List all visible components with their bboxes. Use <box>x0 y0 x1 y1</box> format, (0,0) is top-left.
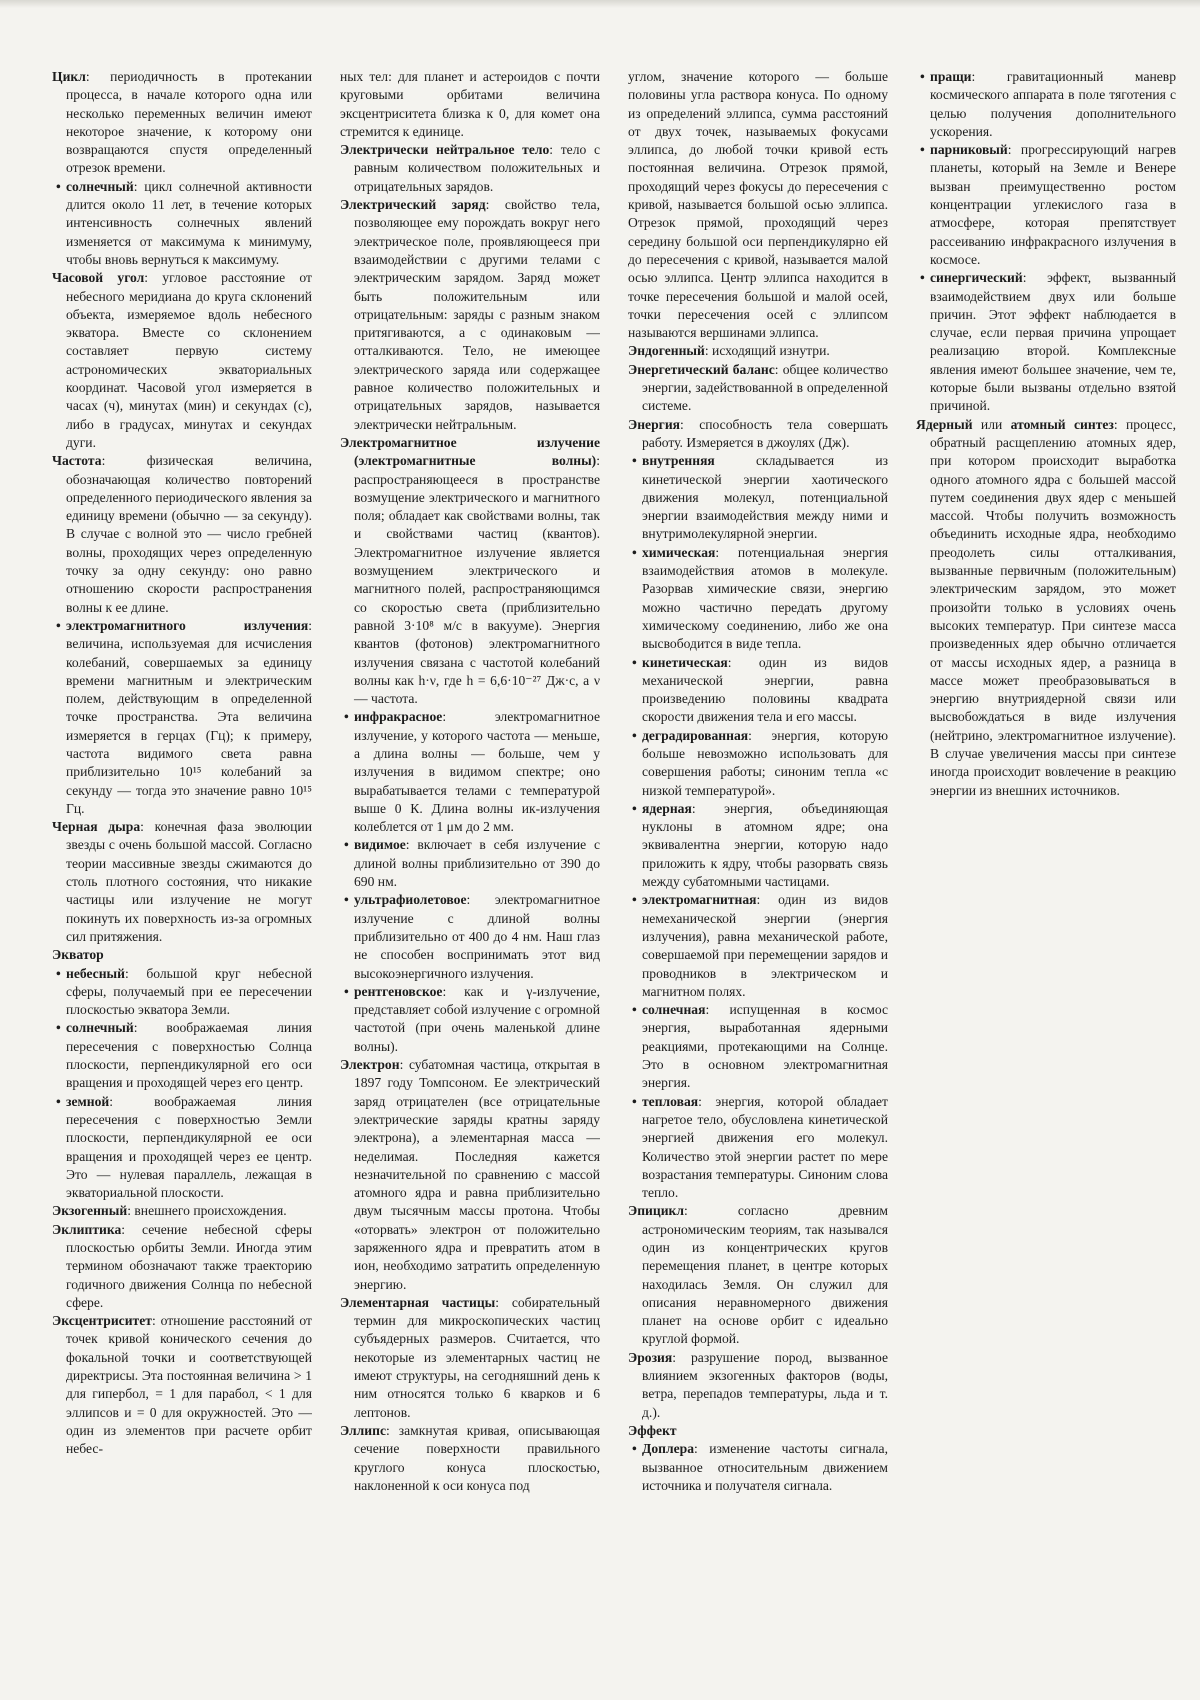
term: ультрафиолетовое <box>354 892 467 908</box>
term: Черная дыра <box>52 819 141 835</box>
bullet-icon: • <box>632 727 637 743</box>
glossary-subentry <box>916 68 1176 141</box>
definition: складывается из кинетической энергии хаотического движения молекул, потенциальной энергии взаимодействия между ними и внутримолекулярной энергии. <box>642 453 888 542</box>
term: Эрозия <box>628 1349 673 1365</box>
glossary-subentry <box>52 1093 312 1203</box>
glossary-entry <box>628 68 888 342</box>
column-3 <box>628 68 888 1668</box>
column-1 <box>52 68 312 1668</box>
glossary-subentry <box>916 269 1176 415</box>
glossary-subentry <box>52 965 312 1020</box>
term: Электрон <box>340 1057 400 1073</box>
term: Эндогенный <box>628 343 705 359</box>
term: химическая <box>642 544 716 560</box>
term: земной <box>66 1093 110 1109</box>
column-4 <box>916 68 1176 1668</box>
glossary-subentry <box>340 708 600 836</box>
definition: : сечение небесной сферы плоскостью орбиты Земли. Иногда этим термином обозначают также траекторию годичного движения Солнца по небесной сфере. <box>66 1221 312 1310</box>
definition: : свойство тела, позволяющее ему порождать вокруг него электрическое поле, проявляющееся при взаимодействии с другими телами с электрическим зарядом. Заряд может быть положительным или отрицательным: заряды с разным знаком притягиваются, а с одинаковым — отталкиваются. Тело, не имеющее электрического заряда или содержащее равное количество положительных и отрицательных зарядов, называется электрически нейтральным. <box>354 197 600 432</box>
definition: : общее количество энергии, задействованной в определенной системе. <box>642 361 888 414</box>
bullet-icon: • <box>344 892 349 908</box>
glossary-subentry <box>340 891 600 982</box>
definition: : способность тела совершать работу. Измеряется в джоулях (Дж). <box>642 416 888 450</box>
definition: : электромагнитное излучение с длиной волны приблизительно от 400 до 4 нм. Наш глаз не способен воспринимать этот вид высокоэнергичного излучения. <box>354 892 600 981</box>
glossary-entry <box>628 1202 888 1348</box>
term: Элементарная частицы <box>340 1294 496 1310</box>
term: солнечная <box>642 1002 706 1018</box>
term: солнечный <box>66 178 134 194</box>
glossary-subentry <box>628 544 888 654</box>
definition: : цикл солнечной активности длится около 11 лет, в течение которых интенсивность солнечных явлений изменяется от максимума к минимуму, чтобы вновь вернуться к максимуму. <box>66 178 312 267</box>
scan-edge <box>0 0 1200 8</box>
glossary-entry <box>52 269 312 452</box>
term: Часовой угол <box>52 270 145 286</box>
term: Эклиптика <box>52 1221 122 1237</box>
term: рентгеновское <box>354 983 443 999</box>
term: парниковый <box>930 142 1008 158</box>
definition: : эффект, вызванный взаимодействием двух или больше причин. Этот эффект наблюдается в случае, если первая причина упрощает реализацию второй. Комплексные явления имеют большее значение, чем те, которые были вызваны отдельно взятой причиной. <box>930 270 1176 414</box>
definition: : замкнутая кривая, описывающая сечение поверхности правильного круглого конуса плоскостью, наклоненной к оси конуса под <box>354 1422 600 1493</box>
glossary-heading: Эффект <box>628 1422 677 1438</box>
definition: : прогрессирующий нагрев планеты, который на Земле и Венере вызван преимущественно ростом концентрации углекислого газа в атмосфере, которая препятствует рассеиванию инфракрасного излучения в космосе. <box>930 142 1176 267</box>
glossary-subentry <box>52 178 312 269</box>
definition: ных тел: для планет и астероидов с почти круговыми орбитами величина эксцентриситета близка к 0, для комет она стремится к единице. <box>340 69 600 139</box>
term: ядерная <box>642 800 692 816</box>
glossary-subentry <box>916 141 1176 269</box>
bullet-icon: • <box>56 178 61 194</box>
glossary-subentry <box>628 727 888 800</box>
term: солнечный <box>66 1020 134 1036</box>
term: деградированная <box>642 727 749 743</box>
glossary-entry <box>628 342 888 360</box>
definition: : величина, используемая для исчисления колебаний, совершаемых за единицу времени магнитным и электрическим полем, действующим в определенной точке пространства. Эта величина измеряется в герцах (Гц); к примеру, частота видимого света равна приблизительно 10¹⁵ колебаний за секунду — тогда это значение равно 10¹⁵ Гц. <box>66 617 312 816</box>
term: Электромагнитное излучение (электромагнитные волны) <box>340 434 600 469</box>
term: электромагнитного излучения <box>66 617 309 633</box>
bullet-icon: • <box>344 709 349 725</box>
bullet-icon: • <box>920 69 925 84</box>
definition: : конечная фаза эволюции звезды с очень большой массой. Согласно теории массивные звезды сжимаются до столь плотного состояния, что никакие частицы или излучение не могут покинуть их поверхность из-за огромных сил притяжения. <box>66 819 312 944</box>
definition: : испущенная в космос энергия, выработанная ядерными реакциями, протекающими на Солнце. Это в основном электромагнитная энергия. <box>642 1002 888 1091</box>
glossary-entry <box>52 1202 312 1220</box>
definition: : один из видов немеханической энергии (энергия излучения), равна механической работе, совершаемой при перемещении зарядов и проводников в электрическом и магнитном полях. <box>642 892 888 999</box>
glossary-entry <box>340 1422 600 1495</box>
glossary-subentry <box>340 836 600 891</box>
definition: : как и γ-излучение, представляет собой излучение с огромной частотой (при очень маленькой длине волны). <box>354 983 600 1054</box>
definition: : воображаемая линия пересечения с поверхностью Земли плоскости, перпендикулярной ее оси вращения и проходящей через ее центр. Это — нулевая параллель, лежащая в экваториальной плоскости. <box>66 1093 312 1201</box>
glossary-entry <box>340 434 600 708</box>
term: Эксцентриситет <box>52 1313 152 1329</box>
glossary-entry <box>52 68 312 178</box>
bullet-icon: • <box>632 1002 637 1018</box>
definition: : гравитационный маневр космического аппарата в поле тяготения с целью получения дополнительного ускорения. <box>930 69 1176 139</box>
definition: : энергия, которую больше невозможно использовать для совершения работы; синоним тепла «с низкой температурой». <box>642 727 888 798</box>
glossary-subentry <box>52 1019 312 1092</box>
term: Цикл <box>52 69 86 84</box>
definition: : согласно древним астрономическим теориям, так назывался один из концентрических кругов перемещения планет, в центре которых находилась Земля. Он служил для описания неравномерного движения планет на основе орбит с идеально круглой формой. <box>642 1203 888 1347</box>
definition: : физическая величина, обозначающая количество повторений определенного периодического явления за единицу времени (обычно — за секунду). В случае с волной это — число гребней волны, проходящих через определенную точку за одну секунду: оно равно отношению скорости распространения волны к ее длине. <box>66 453 312 615</box>
term: Эпицикл <box>628 1203 685 1219</box>
term: внутренняя <box>642 453 715 469</box>
term: Электрически нейтральное тело <box>340 142 550 158</box>
term: инфракрасное <box>354 709 443 725</box>
definition: : тело с равным количеством положительных и отрицательных зарядов. <box>354 142 600 194</box>
glossary-entry <box>340 196 600 434</box>
bullet-icon: • <box>920 270 925 286</box>
glossary-entry <box>52 818 312 946</box>
definition: : воображаемая линия пересечения с поверхностью Солнца плоскости, перпендикулярной его оси вращения и проходящей через его центр. <box>66 1020 312 1091</box>
definition: : энергия, которой обладает нагретое тело, обусловлена кинетической энергией движения его молекул. Количество этой энергии растет по мере возрастания температуры. Синоним слова тепло. <box>642 1093 888 1201</box>
glossary-subentry <box>628 891 888 1001</box>
bullet-icon: • <box>56 617 61 633</box>
glossary-subentry <box>628 452 888 543</box>
definition: : распространяющееся в пространстве возмущение электрического и магнитного поля; обладает как свойствами волны, так и свойствами частиц (квантов). Электромагнитное излучение является возмущением электрического и магнитного полей, распространяющимся со скоростью света (приблизительно равной 3·10⁸ м/с в вакууме). Энергия квантов (фотонов) электромагнитного излучения связана с частотой колебаний волны как h·ν, где h = 6,6·10⁻²⁷ Дж·с, а ν — частота. <box>354 453 600 707</box>
term: электромагнитная <box>642 892 757 908</box>
term: небесный <box>66 965 125 981</box>
term: Экзогенный <box>52 1203 128 1219</box>
term: Доплера <box>642 1441 694 1457</box>
bullet-icon: • <box>632 654 637 670</box>
term-alt: атомный синтез <box>1010 416 1114 432</box>
term: Частота <box>52 453 102 469</box>
glossary-subentry <box>628 1001 888 1092</box>
definition: : субатомная частица, открытая в 1897 году Томпсоном. Ее электрический заряд отрицателен (все отрицательные электрические заряды кратны заряду электрона), а элементарная масса — неделимая. Последняя кажется незначительной по сравнению с массой атомного ядра и равна приблизительно двум тысячным массы протона. Чтобы «оторвать» электрон от положительно заряженного ядра и превратить атом в ион, необходимо затратить определенную энергию. <box>354 1057 600 1292</box>
bullet-icon: • <box>632 892 637 908</box>
bullet-icon: • <box>920 142 925 158</box>
glossary-entry <box>52 1221 312 1312</box>
bullet-icon: • <box>344 837 349 853</box>
definition: : энергия, объединяющая нуклоны в атомном ядре; она эквивалентна энергии, которую надо приложить к ядру, чтобы разорвать связь между субатомными частицами. <box>642 800 888 890</box>
term: Эллипс <box>340 1422 386 1438</box>
definition: углом, значение которого — больше половины угла раствора конуса. По одному из определений эллипса, сумма расстояний от двух точек, называемых фокусами эллипса, до любой точки кривой есть постоянная величина. Отрезок прямой, проходящий через фокусы до пересечения с кривой, называется большой осью эллипса. Отрезок прямой, проходящий через середину большой оси перпендикулярно ей до пересечения с кривой, называется малой осью эллипса. Центр эллипса находится в точке пересечения большой и малой осей, точки пересечения осей с эллипсом называются вершинами эллипса. <box>628 69 888 341</box>
definition: : разрушение пород, вызванное влиянием экзогенных факторов (воды, ветра, перепадов температуры, льда и т. д.). <box>642 1349 888 1420</box>
definition: : один из видов механической энергии, равна произведению половины квадрата скорости движения тела и его массы. <box>642 654 888 725</box>
term: тепловая <box>642 1093 699 1109</box>
bullet-icon: • <box>56 1093 61 1109</box>
glossary-entry <box>340 141 600 196</box>
term: кинетическая <box>642 654 728 670</box>
definition: : большой круг небесной сферы, получаемый при ее пересечении плоскостью экватора Земли. <box>66 965 312 1018</box>
term: видимое <box>354 837 406 853</box>
glossary-entry <box>52 1312 312 1458</box>
glossary-subentry <box>52 617 312 818</box>
definition: : изменение частоты сигнала, вызванное относительным движением источника и получателя сигнала. <box>642 1441 888 1493</box>
bullet-icon: • <box>632 800 637 816</box>
glossary-entry <box>52 452 312 617</box>
definition: : отношение расстояний от точек кривой конического сечения до фокальной точки и соответствующей директрисы. Эта постоянная величина > 1 для гипербол, = 1 для парабол, < 1 для эллипсов и = 0 для окружностей. Это — один из элементов при расчете орбит небес- <box>66 1313 312 1457</box>
definition: : включает в себя излучение с длиной волны приблизительно от 390 до 690 нм. <box>354 837 600 890</box>
definition: : угловое расстояние от небесного меридиана до круга склонений объекта, измеряемое вдоль небесного экватора. Вместе со склонением составляет первую систему астрономических экваториальных координат. Часовой угол измеряется в часах (ч), минутах (мин) и секундах (с), либо в градусах, минутах и секундах дуги. <box>66 270 312 450</box>
glossary-subentry <box>340 983 600 1056</box>
column-2 <box>340 68 600 1668</box>
term-connector: или <box>972 416 1011 432</box>
term: Энергия <box>628 416 681 432</box>
term: пращи <box>930 69 972 84</box>
definition: : внешнего происхождения. <box>127 1203 287 1219</box>
glossary-entry <box>628 1349 888 1422</box>
glossary-subentry <box>628 654 888 727</box>
bullet-icon: • <box>56 965 61 981</box>
glossary-entry <box>340 68 600 141</box>
glossary-entry <box>340 1056 600 1294</box>
glossary-entry <box>628 361 888 416</box>
bullet-icon: • <box>632 1441 637 1457</box>
definition: : потенциальная энергия взаимодействия атомов в молекуле. Разорвав химические связи, энергию можно частично передать другому химическому соединению, либо же она высвободится в виде тепла. <box>642 544 888 652</box>
glossary-subentry <box>628 1440 888 1495</box>
bullet-icon: • <box>632 453 637 469</box>
glossary-subentry <box>628 800 888 891</box>
definition: : собирательный термин для микроскопических частиц субъядерных размеров. Считается, что некоторые из элементарных частиц не имеют структуры, на сегодняшний день к ним относятся только 6 кварков и 6 лептонов. <box>354 1294 600 1420</box>
term: Ядерный <box>916 416 973 432</box>
bullet-icon: • <box>56 1020 61 1036</box>
glossary-entry <box>628 416 888 453</box>
definition: : периодичность в протекании процесса, в начале которого одна или несколько переменных величин имеют некоторое значение, к которому они возвращаются спустя определенный отрезок времени. <box>66 69 312 176</box>
term: Электрический заряд <box>340 197 486 213</box>
glossary-entry <box>340 1294 600 1422</box>
definition: : исходящий изнутри. <box>704 343 830 359</box>
term: синергический <box>930 270 1023 286</box>
glossary-heading: Экватор <box>52 947 104 963</box>
bullet-icon: • <box>632 544 637 560</box>
term: Энергетический баланс <box>628 361 775 377</box>
glossary-subentry <box>628 1093 888 1203</box>
bullet-icon: • <box>344 983 349 999</box>
glossary-entry <box>916 416 1176 800</box>
bullet-icon: • <box>632 1093 637 1109</box>
definition: : электромагнитное излучение, у которого частота — меньше, а длина волны — больше, чем у излучения в видимом спектре; оно вырабатывается телами с температурой выше 0 К. Длина волны ик-излучения колеблется от 1 μм до 2 мм. <box>354 709 600 835</box>
definition: : процесс, обратный расщеплению атомных ядер, при котором происходит выработка одного атомного ядра с большей массой путем соединения двух ядер с меньшей массой. Чтобы получить возможность объединить исходные ядра, необходимо преодолеть силы отталкивания, вызванные первичным (положительным) электрическим зарядом, это может произойти только в условиях очень высоких температур. При синтезе масса произведенных ядер обычно отличается от массы исходных ядер, а разница в массе может преобразовываться в энергию внутриядерной связи или высвобождаться в виде излучения (нейтрино, электромагнитное излучение). В случае увеличения массы при синтезе иногда происходит вовлечение в реакцию энергии из внешних источников. <box>930 416 1176 798</box>
